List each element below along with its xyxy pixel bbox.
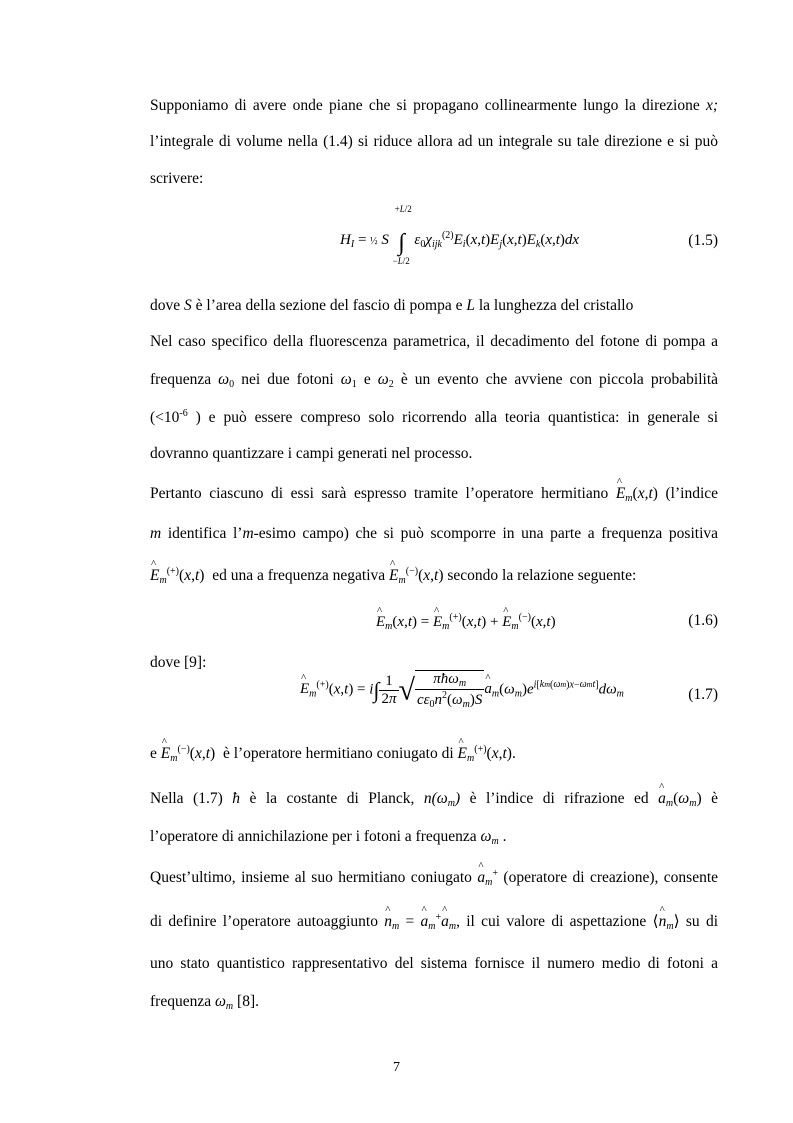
equation-number: (1.5) bbox=[688, 232, 718, 249]
equation-1-7: ^ $E_m^{(+)}(x,t) = i\int$ $\frac{1}{2\pi}$ √ $\frac{\pi ħ\omega_m}{c\varepsilon_0n^2(\omega_m)S}$ ^ $a_m(\omega_m)e^{i[km(\omega m)x-\omega mt]}d\omega_m$ bbox=[300, 670, 624, 710]
text-line: di definire l’operatore autoaggiunto ^ $n_m$ = ^ $a_m^+\^{}$ $a_m$, il cui valore di aspettazione ⟨^ $n_m⟩$ su di bbox=[150, 912, 718, 932]
text-line: Nel caso specifico della fluorescenza parametrica, il decadimento del fotone di pompa a bbox=[150, 333, 718, 350]
text-line: frequenza $\omega_m$ [8]. bbox=[150, 993, 259, 1012]
text-line: scrivere: bbox=[150, 170, 204, 187]
text-line: ^ $E_m^{(+)}(x,t)$ ed una a frequenza negativa ^ $E_m^{(-)}(x,t)$ secondo la relazione seguente: bbox=[150, 566, 718, 586]
text-line: dove S è l’area della sezione del fascio di pompa e L la lunghezza del cristallo bbox=[150, 297, 634, 314]
equation-number: (1.7) bbox=[688, 686, 718, 703]
text-line: e ^ $E_m^{(-)}(x,t)$ è l’operatore hermitiano coniugato di ^ $E_m^{(+)}(x,t)$. bbox=[150, 744, 718, 764]
page-number: 7 bbox=[393, 1060, 400, 1075]
text-line: dove [9]: bbox=[150, 654, 207, 671]
text-line: m identifica l’m-esimo campo) che si può scomporre in una parte a frequenza positiva bbox=[150, 525, 719, 542]
text-line: frequenza $\omega_0$ nei due fotoni $\omega_1$ e $\omega_2$ è un evento che avviene con piccola probabilità bbox=[150, 371, 719, 390]
text-line: Pertanto ciascuno di essi sarà espresso tramite l’operatore hermitiano ^ $E_m(x,t)$ (l’indice bbox=[150, 485, 718, 504]
text-line: Quest’ultimo, insieme al suo hermitiano coniugato ^ $a_m^+$ (operatore di creazione), consente bbox=[150, 868, 718, 888]
equation-number: (1.6) bbox=[688, 612, 718, 629]
text-line: Supponiamo di avere onde piane che si propagano collinearmente lungo la direzione x; bbox=[150, 97, 718, 114]
text-line: l’operatore di annichilazione per i fotoni a frequenza $\omega_m$ . bbox=[150, 828, 507, 847]
text-line: Nella (1.7) ħ è la costante di Planck, $n(\omega_m)$ è l’indice di rifrazione ed ^ $a_m(\omega_m)$ è bbox=[150, 790, 718, 809]
text-line: ($<10^{-6}$ ) e può essere compreso solo ricorrendo alla teoria quantistica: in generale si bbox=[150, 408, 719, 426]
equation-1-6: ^ $E_m(x,t)$ = ^ $E_m^{(+)}(x,t)$ + ^ $E_m^{(-)}(x,t)$ bbox=[376, 612, 556, 632]
text-line: uno stato quantistico rappresentativo del sistema fornisce il numero medio di fotoni a bbox=[150, 955, 718, 972]
text-line: dovranno quantizzare i campi generati nel processo. bbox=[150, 445, 473, 462]
equation-1-5: $H_I$ = ½ S +L/2 ∫ −L/2 $\varepsilon_0\chi_{ijk}^{(2)}E_i(x,t)E_j(x,t)E_k(x,t)dx$ bbox=[340, 204, 580, 266]
text-line: l’integrale di volume nella (1.4) si riduce allora ad un integrale su tale direzione e si può bbox=[150, 133, 718, 150]
